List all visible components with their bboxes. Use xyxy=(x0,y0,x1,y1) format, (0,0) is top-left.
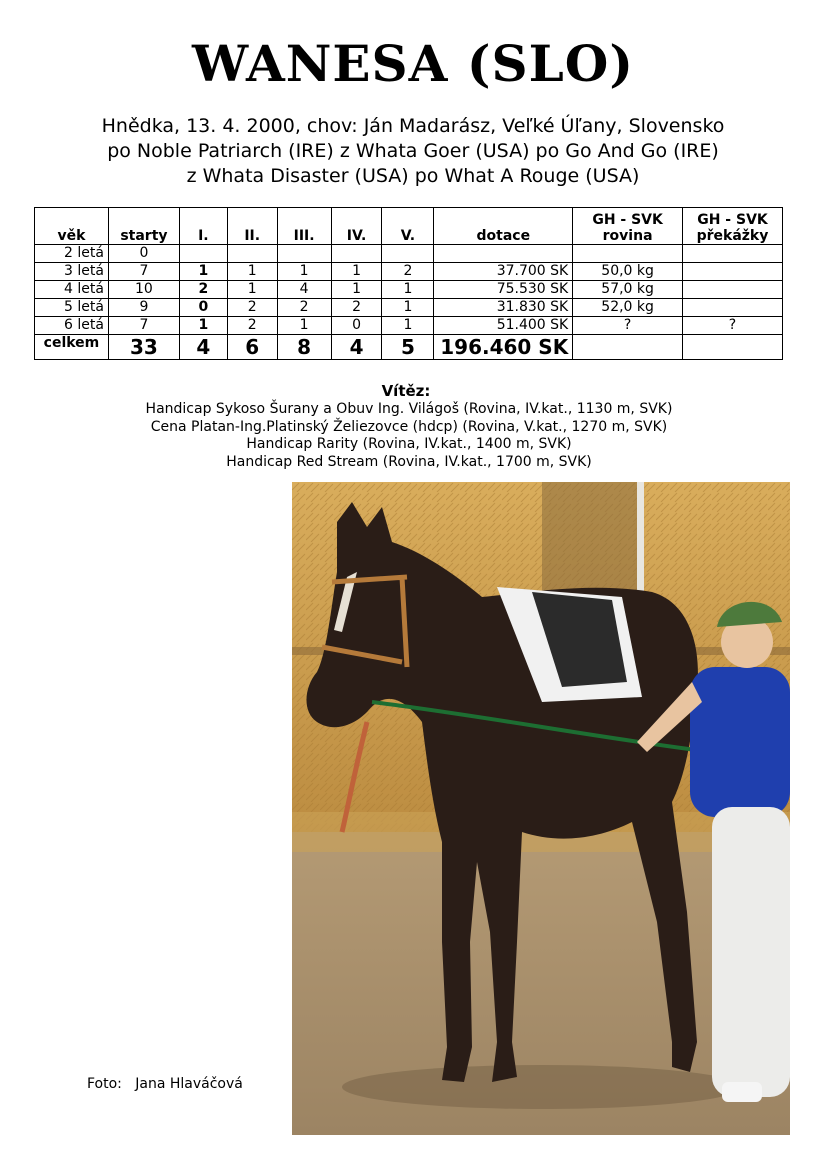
pedigree-line-1: Hnědka, 13. 4. 2000, chov: Ján Madarász, Veľké Úľany, Slovensko xyxy=(101,115,725,137)
cell-starts: 0 xyxy=(108,245,179,263)
cell-third: 2 xyxy=(277,299,331,317)
header-flat-line-1: GH - SVK xyxy=(592,212,663,228)
cell-flat xyxy=(573,245,683,263)
header-hurdle-rating xyxy=(683,208,783,245)
table-header-row xyxy=(35,208,783,245)
cell-age: 2 letá xyxy=(35,245,109,263)
total-hurdle xyxy=(683,335,783,360)
cell-second: 2 xyxy=(227,317,277,335)
cell-prize: 31.830 SK xyxy=(434,299,573,317)
cell-fourth: 0 xyxy=(331,317,382,335)
cell-hurdle xyxy=(683,281,783,299)
cell-flat: 52,0 kg xyxy=(573,299,683,317)
photo-credit: Foto: Jana Hlaváčová xyxy=(87,1076,243,1092)
cell-prize: 75.530 SK xyxy=(434,281,573,299)
cell-first: 1 xyxy=(179,263,227,281)
header-flat-line-2: rovina xyxy=(602,228,653,244)
table-row xyxy=(35,281,783,299)
cell-fourth: 1 xyxy=(331,263,382,281)
win-item: Handicap Sykoso Šurany a Obuv Ing. Világoš (Rovina, IV.kat., 1130 m, SVK) xyxy=(145,401,673,417)
cell-starts: 9 xyxy=(108,299,179,317)
cell-hurdle xyxy=(683,245,783,263)
pedigree-line-2: po Noble Patriarch (IRE) z Whata Goer (USA) po Go And Go (IRE) xyxy=(107,140,719,162)
cell-third: 1 xyxy=(277,263,331,281)
cell-third: 4 xyxy=(277,281,331,299)
total-prize: 196.460 SK xyxy=(434,335,573,360)
win-item: Handicap Rarity (Rovina, IV.kat., 1400 m, SVK) xyxy=(246,436,572,452)
cell-fifth: 1 xyxy=(382,299,434,317)
win-item: Handicap Red Stream (Rovina, IV.kat., 1700 m, SVK) xyxy=(226,453,592,470)
cell-third xyxy=(277,245,331,263)
header-starts: starty xyxy=(108,208,179,245)
race-stats-table xyxy=(34,207,783,360)
cell-first: 2 xyxy=(179,281,227,299)
header-hurdle-line-2: překážky xyxy=(696,228,769,244)
cell-starts: 7 xyxy=(108,263,179,281)
cell-hurdle xyxy=(683,299,783,317)
table-total-row xyxy=(35,335,783,360)
header-prize: dotace xyxy=(434,208,573,245)
wins-heading: Vítěz: xyxy=(381,382,431,400)
total-fourth: 4 xyxy=(331,335,382,360)
table-row xyxy=(35,263,783,281)
cell-second: 1 xyxy=(227,263,277,281)
cell-first: 0 xyxy=(179,299,227,317)
cell-hurdle xyxy=(683,263,783,281)
total-third: 8 xyxy=(277,335,331,360)
cell-fifth: 2 xyxy=(382,263,434,281)
cell-age: 4 letá xyxy=(35,281,109,299)
page-title: WANESA (SLO) xyxy=(191,34,634,93)
pedigree-line-3: z Whata Disaster (USA) po What A Rouge (USA) xyxy=(186,165,640,187)
cell-flat: ? xyxy=(573,317,683,335)
cell-fourth: 2 xyxy=(331,299,382,317)
cell-first: 1 xyxy=(179,317,227,335)
cell-prize: 51.400 SK xyxy=(434,317,573,335)
header-flat-rating xyxy=(573,208,683,245)
header-third: III. xyxy=(277,208,331,245)
cell-hurdle: ? xyxy=(683,317,783,335)
cell-fifth: 1 xyxy=(382,281,434,299)
cell-age: 6 letá xyxy=(35,317,109,335)
cell-age: 3 letá xyxy=(35,263,109,281)
table-row xyxy=(35,299,783,317)
cell-flat: 57,0 kg xyxy=(573,281,683,299)
header-fourth: IV. xyxy=(331,208,382,245)
total-starts: 33 xyxy=(108,335,179,360)
cell-second: 2 xyxy=(227,299,277,317)
cell-fourth: 1 xyxy=(331,281,382,299)
header-hurdle-line-1: GH - SVK xyxy=(697,212,768,228)
total-flat xyxy=(573,335,683,360)
wins-list xyxy=(0,401,818,471)
header-first: I. xyxy=(179,208,227,245)
total-label: celkem xyxy=(35,335,109,360)
cell-age: 5 letá xyxy=(35,299,109,317)
cell-second: 1 xyxy=(227,281,277,299)
header-second: II. xyxy=(227,208,277,245)
cell-first xyxy=(179,245,227,263)
cell-third: 1 xyxy=(277,317,331,335)
cell-starts: 7 xyxy=(108,317,179,335)
cell-prize: 37.700 SK xyxy=(434,263,573,281)
win-item: Cena Platan-Ing.Platinský Želiezovce (hdcp) (Rovina, V.kat., 1270 m, SVK) xyxy=(150,418,668,435)
header-fifth: V. xyxy=(382,208,434,245)
table-row xyxy=(35,245,783,263)
cell-second xyxy=(227,245,277,263)
cell-fifth xyxy=(382,245,434,263)
header-age: věk xyxy=(35,208,109,245)
cell-fifth: 1 xyxy=(382,317,434,335)
total-first: 4 xyxy=(179,335,227,360)
total-fifth: 5 xyxy=(382,335,434,360)
total-second: 6 xyxy=(227,335,277,360)
pedigree-info xyxy=(0,114,826,189)
horse-photo xyxy=(292,482,790,1135)
table-row xyxy=(35,317,783,335)
cell-flat: 50,0 kg xyxy=(573,263,683,281)
cell-fourth xyxy=(331,245,382,263)
cell-prize xyxy=(434,245,573,263)
cell-starts: 10 xyxy=(108,281,179,299)
